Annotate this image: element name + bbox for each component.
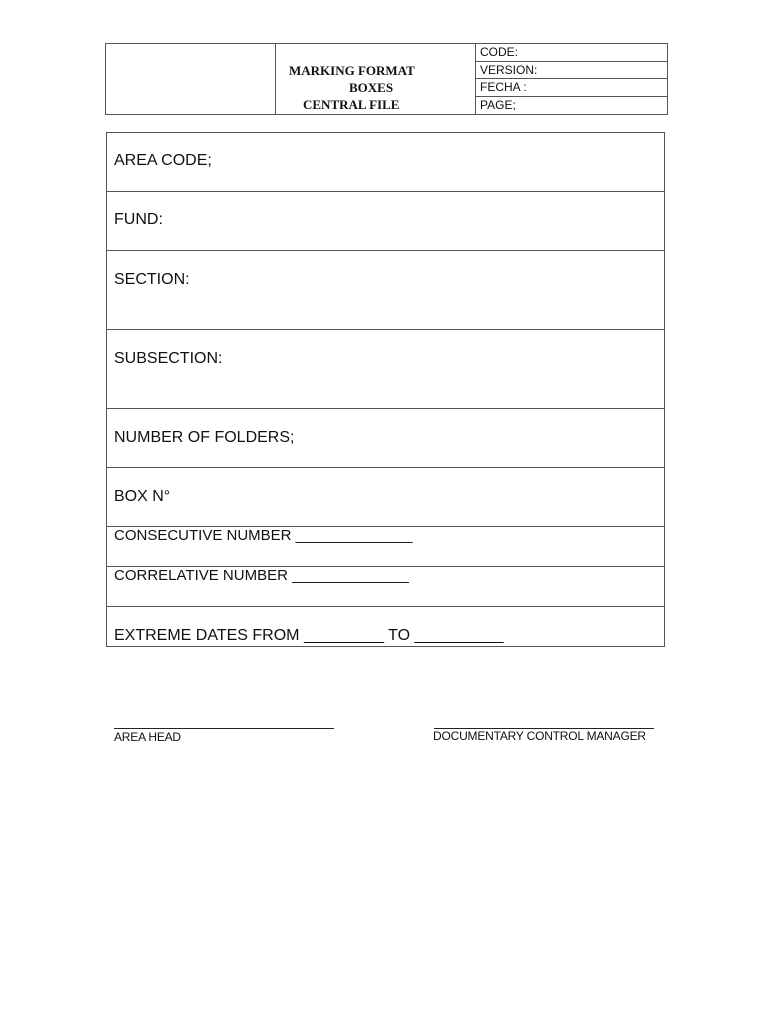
label-extreme-dates: EXTREME DATES FROM _________ TO __________	[114, 627, 504, 644]
row-fund	[107, 192, 664, 251]
row-subsection	[107, 330, 664, 409]
row-extreme-dates	[107, 607, 664, 646]
signature-label-area-head: AREA HEAD	[114, 730, 181, 744]
document-meta	[476, 44, 667, 114]
label-area-code: AREA CODE;	[114, 152, 212, 169]
meta-code: CODE:	[476, 44, 667, 62]
label-fund: FUND:	[114, 211, 163, 228]
row-area-code	[107, 133, 664, 192]
row-number-of-folders	[107, 409, 664, 468]
meta-fecha: FECHA :	[476, 79, 667, 97]
label-number-of-folders: NUMBER OF FOLDERS;	[114, 429, 295, 446]
document-title	[276, 44, 476, 114]
row-correlative-number	[107, 567, 664, 607]
signature-label-control-manager: DOCUMENTARY CONTROL MANAGER	[433, 729, 646, 743]
row-section	[107, 251, 664, 330]
title-line-3: CENTRAL FILE	[303, 97, 400, 112]
meta-page: PAGE;	[480, 97, 516, 112]
meta-version: VERSION:	[476, 62, 667, 80]
label-consecutive-number: CONSECUTIVE NUMBER ______________	[114, 527, 413, 544]
box-marking-form	[106, 132, 665, 647]
label-correlative-number: CORRELATIVE NUMBER ______________	[114, 567, 409, 584]
document-header	[105, 43, 668, 115]
label-section: SECTION:	[114, 271, 190, 288]
logo-placeholder-cell	[106, 44, 276, 114]
title-line-2: BOXES	[349, 80, 394, 95]
title-line-1: MARKING FORMAT	[289, 63, 415, 78]
label-subsection: SUBSECTION:	[114, 350, 223, 367]
row-consecutive-number	[107, 527, 664, 567]
signature-line-area-head	[114, 728, 334, 729]
row-box-number	[107, 468, 664, 527]
label-box-number: BOX N°	[114, 488, 171, 505]
